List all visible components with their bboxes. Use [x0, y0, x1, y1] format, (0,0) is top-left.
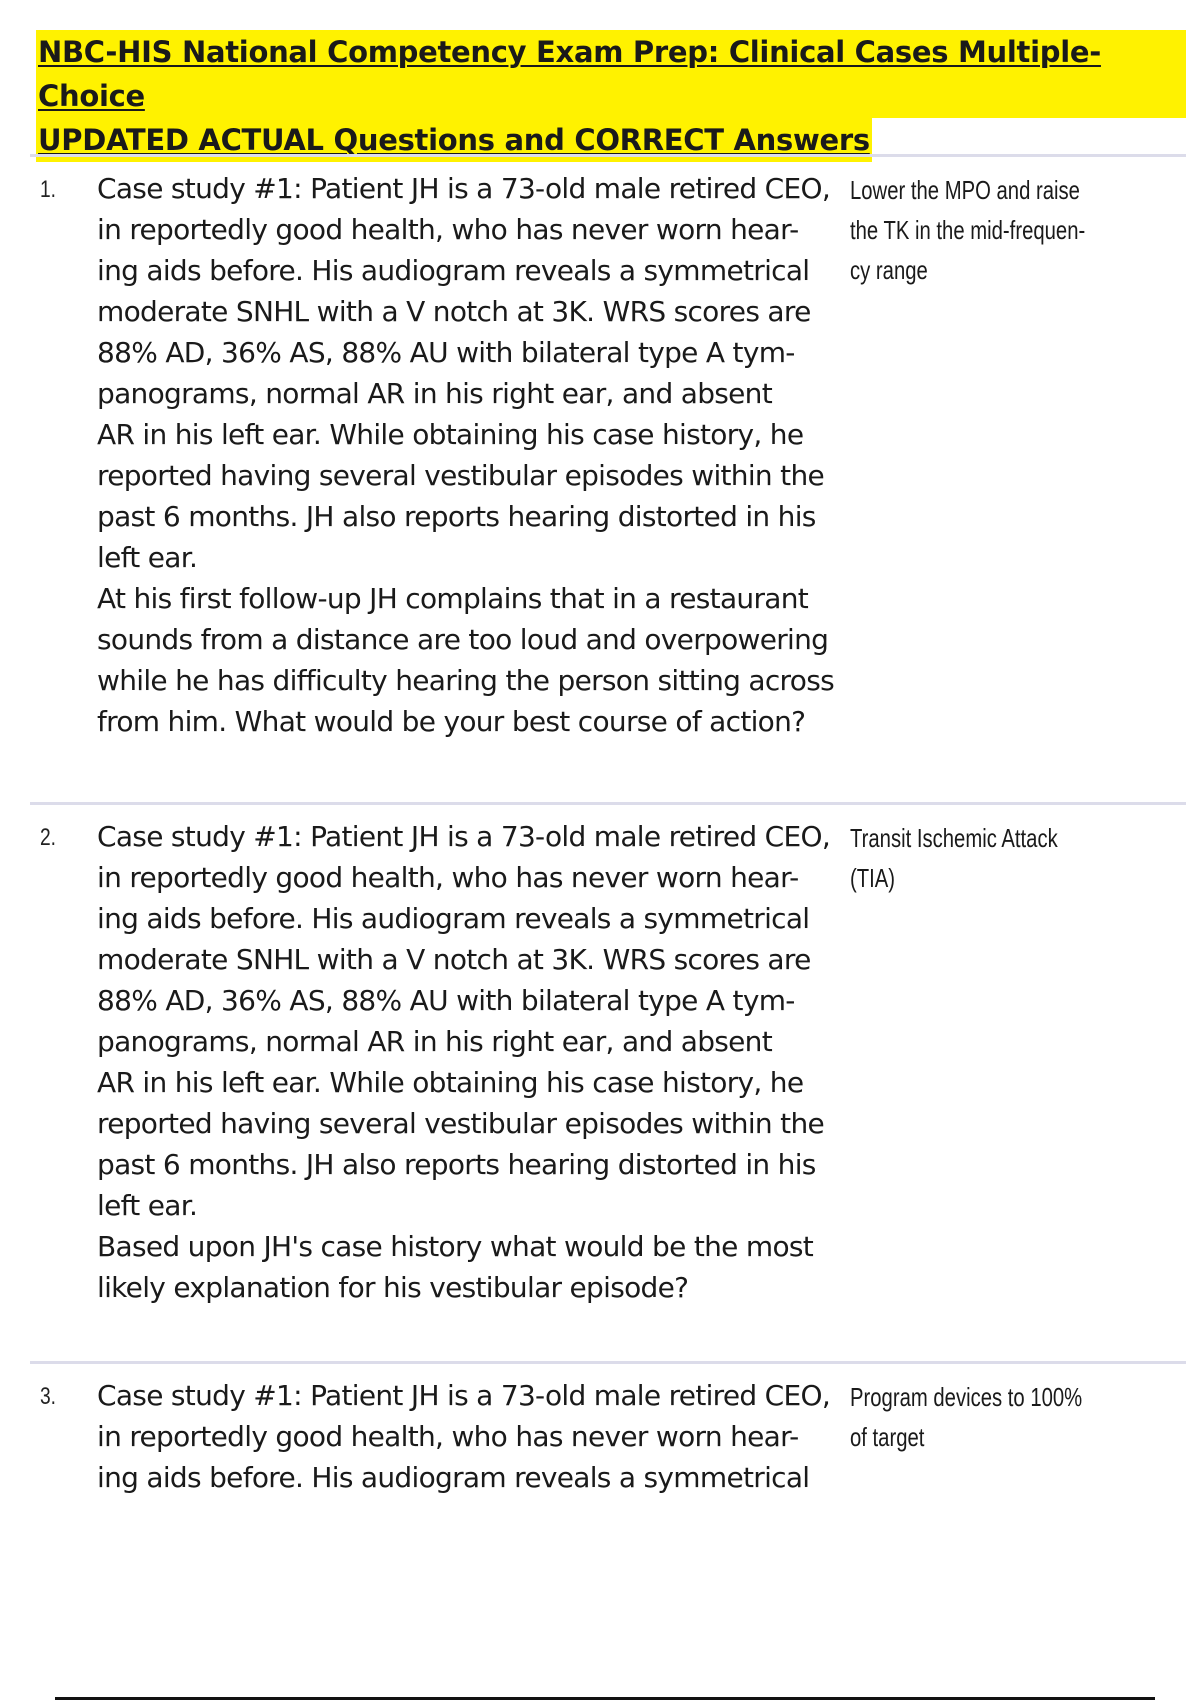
- question-text: Case study #1: Patient JH is a 73-old male retired CEO, in reportedly good health, who has never worn hear- ing aids before. His audiogram reveals a symmetrical moderate SNHL with a V notch at 3K. WRS scores are 88% AD, 36% AS, 88% AU with bilateral type A tym- panograms, normal AR in his right ear, and absent AR in his left ear. While obtaining his case history, he reported having several vestibular episodes within the past 6 months. JH also reports hearing distorted in his left ear. Based upon JH's case history what would be the most likely explanation for his vestibular episode?: [97, 820, 831, 1304]
- question-text: Case study #1: Patient JH is a 73-old male retired CEO, in reportedly good health, who has never worn hear- ing aids before. His audiogram reveals a symmetrical moderate SNHL with a V notch at 3K. WRS scores are 88% AD, 36% AS, 88% AU with bilateral type A tym- panograms, normal AR in his right ear, and absent AR in his left ear. While obtaining his case history, he reported having several vestibular episodes within the past 6 months. JH also reports hearing distorted in his left ear. At his first follow-up JH complains that in a restaurant sounds from a distance are too loud and overpowering while he has difficulty hearing the person sitting across from him. What would be your best course of action?: [97, 172, 834, 738]
- separator: [30, 154, 1186, 157]
- title-line-1: NBC-HIS National Competency Exam Prep: Clinical Cases Multiple-Choice: [36, 30, 1186, 118]
- question-text: Case study #1: Patient JH is a 73-old male retired CEO, in reportedly good health, who has never worn hear- ing aids before. His audiogram reveals a symmetrical: [97, 1379, 831, 1494]
- title-line-2: UPDATED ACTUAL Questions and CORRECT Answers: [36, 118, 872, 162]
- answer-text: Lower the MPO and raise the TK in the mid-frequen- cy range: [850, 175, 1086, 285]
- separator: [30, 802, 1186, 805]
- answer-text: Program devices to 100% of target: [850, 1382, 1083, 1452]
- question-number: 3.: [40, 1383, 57, 1410]
- separator: [30, 1361, 1186, 1364]
- document-title: [36, 30, 1186, 162]
- question-number: 2.: [40, 824, 57, 851]
- answer-text: Transit Ischemic Attack (TIA): [850, 823, 1058, 893]
- question-number: 1.: [40, 176, 57, 203]
